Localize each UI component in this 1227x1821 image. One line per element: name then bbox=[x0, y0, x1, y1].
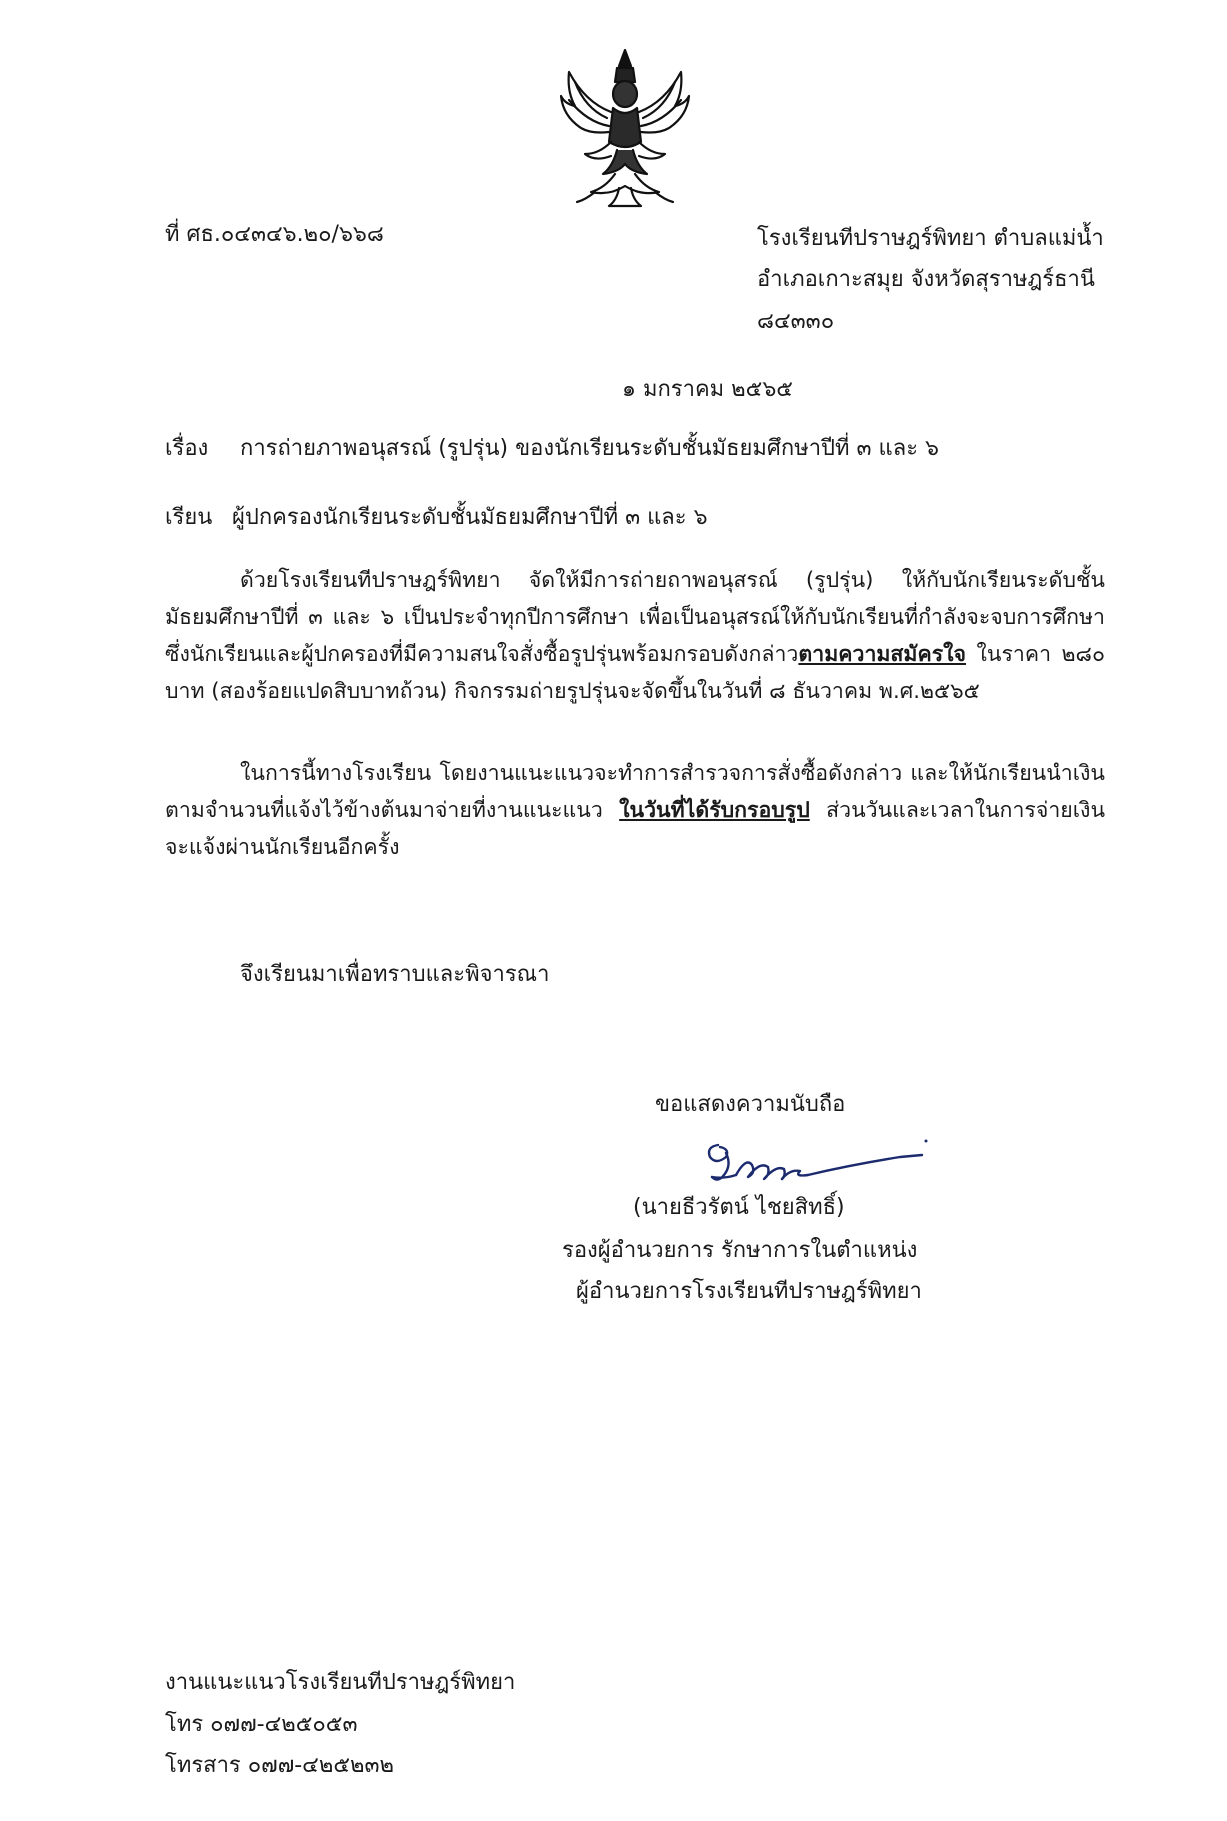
body-text: ในราคา ๒๘๐ บาท (สองร้อยแปดสิบบาทถ้วน) กิจกรรมถ่ายรูปรุ่นจะจัดขึ้นในวันที่ ๘ ธันวาคม พ.ศ.๒๕๖๕ bbox=[165, 642, 1105, 704]
signer-name: (นายธีวรัตน์ ไชยสิทธิ์) bbox=[633, 1195, 845, 1220]
body-text: ในการนี้ทางโรงเรียน โดยงานแนะแนวจะทำการสำรวจการสั่งซื้อดังกล่าว และให้นักเรียนนำเงินตามจำนวนที่แจ้งไว้ข้างต้นมาจ่ายที่งานแนะแนว bbox=[165, 761, 1105, 823]
emphasis-frame-day: ในวันที่ได้รับกรอบรูป bbox=[619, 798, 810, 823]
footer-fax: โทรสาร ๐๗๗-๔๒๕๒๓๒ bbox=[165, 1753, 395, 1778]
recipient-text: ผู้ปกครองนักเรียนระดับชั้นมัธยมศึกษาปีที่ ๓ และ ๖ bbox=[232, 505, 708, 530]
body-paragraph-1 bbox=[165, 562, 1105, 710]
emphasis-voluntary: ตามความสมัครใจ bbox=[798, 642, 967, 667]
signer-position-line1: รองผู้อำนวยการ รักษาการในตำแหน่ง bbox=[562, 1238, 918, 1263]
sender-address-line1: โรงเรียนทีปราษฎร์พิทยา ตำบลแม่น้ำ bbox=[757, 226, 1104, 251]
letter-date: ๑ มกราคม ๒๕๖๕ bbox=[622, 377, 793, 402]
subject-text: การถ่ายภาพอนุสรณ์ (รูปรุ่น) ของนักเรียนระดับชั้นมัธยมศึกษาปีที่ ๓ และ ๖ bbox=[240, 436, 939, 461]
body-text: ส่วนวันและเวลาในการจ่ายเงินจะแจ้งผ่านนักเรียนอีกครั้ง bbox=[165, 798, 1106, 860]
recipient-label: เรียน bbox=[165, 505, 213, 530]
signer-position-line2: ผู้อำนวยการโรงเรียนทีปราษฎร์พิทยา bbox=[576, 1279, 922, 1304]
sender-address-line2: อำเภอเกาะสมุย จังหวัดสุราษฎร์ธานี bbox=[757, 267, 1095, 292]
sender-postcode: ๘๔๓๓๐ bbox=[757, 309, 835, 334]
body-paragraph-2 bbox=[165, 755, 1105, 866]
footer-phone: โทร ๐๗๗-๔๒๕๐๕๓ bbox=[165, 1712, 358, 1737]
subject-label: เรื่อง bbox=[165, 436, 209, 461]
document-number: ที่ ศธ.๐๔๓๔๖.๒๐/๖๖๘ bbox=[165, 222, 384, 247]
garuda-emblem bbox=[555, 42, 695, 212]
footer-department: งานแนะแนวโรงเรียนทีปราษฎร์พิทยา bbox=[165, 1670, 516, 1695]
complimentary-close: ขอแสดงความนับถือ bbox=[655, 1092, 846, 1117]
closing-line: จึงเรียนมาเพื่อทราบและพิจารณา bbox=[240, 962, 550, 987]
body-text: ด้วยโรงเรียนทีปราษฎร์พิทยา จัดให้มีการถ่ายถาพอนุสรณ์ (รูปรุ่น) ให้กับนักเรียนระดับชั้นมัธยมศึกษาปีที่ ๓ และ ๖ เป็นประจำทุกปีการศึกษา เพื่อเป็นอนุสรณ์ให้กับนักเรียนที่กำลังจะจบการศึกษา ซึ่งนักเรียนและผู้ปกครองที่มีความสนใจสั่งซื้อรูปรุ่นพร้อมกรอบดังกล่าว bbox=[165, 568, 1105, 667]
handwritten-signature bbox=[690, 1135, 930, 1195]
